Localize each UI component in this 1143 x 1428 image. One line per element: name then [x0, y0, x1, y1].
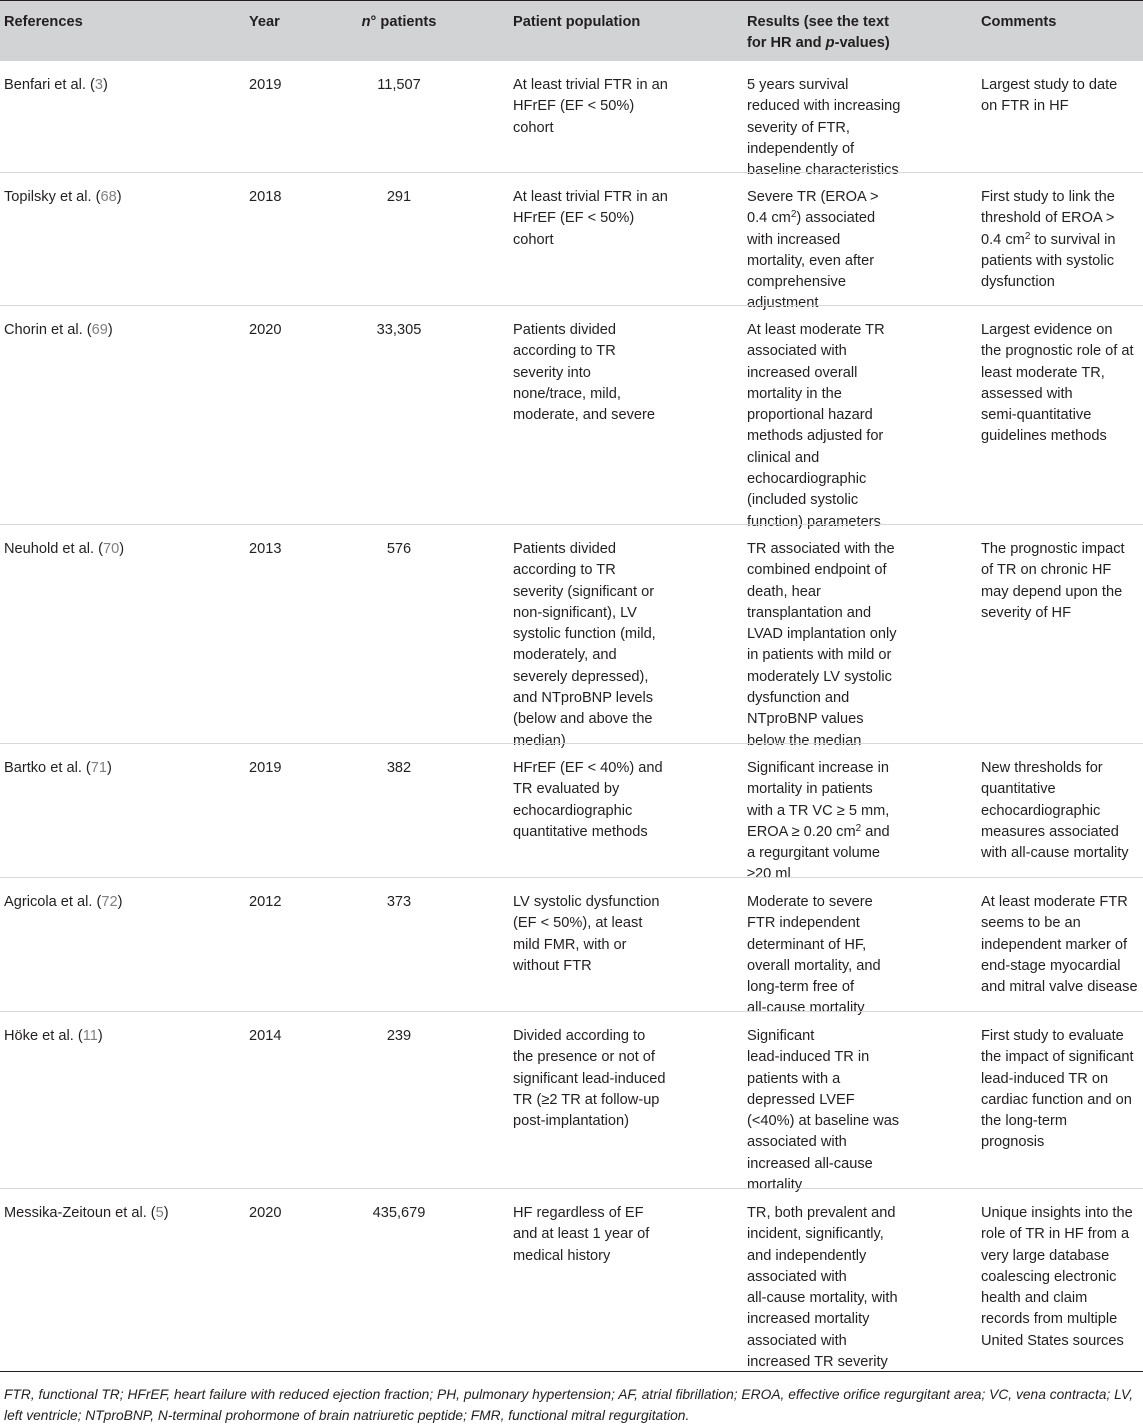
cell-line: post-implantation) — [513, 1113, 629, 1130]
cell-line: threshold of EROA > — [981, 210, 1115, 227]
cell-line: of TR on chronic HF — [981, 562, 1112, 579]
table-bottom-rule — [0, 1371, 1143, 1372]
cell-line: At least trivial FTR in an — [513, 189, 668, 205]
cell-comments — [981, 1012, 1143, 1154]
cell-results — [747, 525, 917, 752]
cell-results — [747, 61, 917, 181]
cell-line: clinical and — [747, 449, 820, 466]
reference-link[interactable]: 5 — [155, 1205, 164, 1221]
cell-population — [513, 306, 683, 426]
cell-comments — [981, 173, 1143, 293]
cell-line: in patients with mild or — [747, 647, 892, 664]
cell-line: First study to link the — [981, 189, 1115, 205]
footnote-line-1: FTR, functional TR; HFrEF, heart failure with reduced ejection fraction; PH, pulmonary hypertension; AF, atrial fibrillation; EROA, effective orifice regurgitant area; VC, vena contracta; LV, — [4, 1387, 1134, 1402]
cell-line: adjustment — [747, 295, 819, 312]
header-comments: Comments — [981, 14, 1057, 30]
cell-line: mortality, even after — [747, 252, 875, 269]
cell-line: FTR independent — [747, 915, 860, 932]
cell-line: New thresholds for — [981, 760, 1103, 776]
cell-reference: Messika-Zeitoun et al. (5) — [4, 1205, 169, 1221]
cell-line: increased TR severity — [747, 1354, 888, 1371]
cell-line: and independently — [747, 1247, 867, 1264]
cell-line: increased mortality — [747, 1311, 870, 1328]
cell-line: significant lead-induced — [513, 1070, 666, 1087]
cell-line: combined endpoint of — [747, 562, 887, 579]
cell-line: dysfunction — [981, 274, 1055, 291]
cell-patients: 33,305 — [376, 322, 422, 338]
cell-year: 2020 — [249, 322, 282, 338]
cell-line: transplantation and — [747, 604, 872, 621]
cell-line: severely depressed), — [513, 668, 649, 685]
cell-line: function) parameters — [747, 513, 881, 530]
cell-line: associated with — [747, 1332, 847, 1349]
cell-line: baseline characteristics — [747, 162, 899, 179]
cell-line: HFrEF (EF < 50%) — [513, 98, 635, 115]
cell-reference: Agricola et al. (72) — [4, 894, 123, 910]
cell-year: 2019 — [249, 760, 282, 776]
reference-link[interactable]: 71 — [90, 760, 108, 776]
cell-line: on FTR in HF — [981, 98, 1069, 115]
header-patients-rest: ° patients — [370, 14, 437, 30]
cell-line: without FTR — [513, 957, 592, 974]
cell-comments — [981, 744, 1143, 864]
cell-line: moderately, and — [513, 647, 617, 664]
cell-line: mortality — [747, 1177, 803, 1194]
cell-population — [513, 61, 683, 139]
cell-line: records from multiple — [981, 1311, 1118, 1328]
table-header — [0, 0, 1143, 61]
cell-line: Significant increase in — [747, 760, 889, 776]
cell-line: depressed LVEF — [747, 1091, 855, 1108]
cell-patients: 373 — [386, 894, 412, 910]
cell-line: methods adjusted for — [747, 428, 884, 445]
table-row — [0, 743, 1143, 883]
reference-link[interactable]: 70 — [102, 541, 120, 557]
header-year: Year — [249, 14, 280, 30]
table-body — [0, 61, 1143, 1379]
cell-comments — [981, 525, 1143, 624]
cell-population — [513, 173, 683, 251]
cell-line: seems to be an — [981, 915, 1081, 932]
cell-line: Severe TR (EROA > — [747, 189, 879, 205]
cell-population — [513, 1189, 683, 1267]
cell-line: lead-induced TR in — [747, 1049, 870, 1066]
table-row — [0, 172, 1143, 312]
cell-line: with a TR VC ≥ 5 mm, — [747, 802, 890, 819]
cell-comments — [981, 61, 1143, 118]
header-results-line1: Results (see the text — [747, 14, 889, 30]
cell-line: patients with a — [747, 1070, 841, 1087]
cell-line: according to TR — [513, 343, 616, 360]
cell-line: assessed with — [981, 385, 1073, 402]
cell-year: 2012 — [249, 894, 282, 910]
cell-patients: 239 — [386, 1028, 412, 1044]
cell-line: increased overall — [747, 364, 858, 381]
table-footnote — [4, 1384, 1143, 1426]
cell-line: reduced with increasing — [747, 98, 901, 115]
cell-line: quantitative methods — [513, 823, 648, 840]
header-patients — [346, 1, 452, 33]
cell-line: Largest evidence on — [981, 322, 1113, 338]
cell-line: non-significant), LV — [513, 604, 637, 621]
cell-line: echocardiographic — [513, 802, 633, 819]
cell-line: very large database — [981, 1247, 1110, 1264]
cell-line: mortality in patients — [747, 781, 873, 798]
table-row — [0, 61, 1143, 179]
cell-line: EROA ≥ 0.20 $cm^2$ and — [747, 822, 890, 840]
cell-line: with all-cause mortality — [981, 845, 1129, 862]
cell-line: 5 years survival — [747, 77, 849, 93]
cell-line: NTproBNP values — [747, 711, 864, 728]
cell-line: all-cause mortality — [747, 1000, 865, 1017]
cell-line: measures associated — [981, 823, 1119, 840]
header-references: References — [4, 14, 83, 30]
cell-line: moderately LV systolic — [747, 668, 892, 685]
cell-line: overall mortality, and — [747, 957, 881, 974]
cell-line: At least moderate FTR — [981, 894, 1128, 910]
cell-line: guidelines methods — [981, 428, 1107, 445]
cell-reference: Höke et al. (11) — [4, 1028, 103, 1044]
table-row — [0, 877, 1143, 1017]
cell-line: 0.4 $cm^2$) associated — [747, 209, 876, 227]
footnote-line-2: left ventricle; NTproBNP, N-terminal prohormone of brain natriuretic peptide; FMR, functional mitral regurgitation. — [4, 1408, 690, 1423]
cell-line: the impact of significant — [981, 1049, 1134, 1066]
cell-line: TR, both prevalent and — [747, 1205, 896, 1221]
cell-line: and NTproBNP levels — [513, 690, 654, 707]
cell-results — [747, 306, 917, 533]
cell-line: may depend upon the — [981, 583, 1123, 600]
cell-line: below the median — [747, 732, 862, 749]
cell-line: according to TR — [513, 562, 616, 579]
cell-comments — [981, 1189, 1143, 1352]
cell-line: lead-induced TR on — [981, 1070, 1109, 1087]
cell-line: long-term free of — [747, 979, 855, 996]
cell-line: median) — [513, 732, 566, 749]
cell-population — [513, 1012, 683, 1132]
reference-link[interactable]: 3 — [94, 77, 103, 93]
cell-patients: 435,679 — [372, 1205, 426, 1221]
cell-line: dysfunction and — [747, 690, 850, 707]
cell-reference: Benfari et al. (3) — [4, 77, 108, 93]
cell-line: coalescing electronic — [981, 1268, 1117, 1285]
cell-line: semi-quantitative — [981, 407, 1092, 424]
cell-line: severity of FTR, — [747, 119, 850, 136]
cell-line: a regurgitant volume — [747, 845, 881, 862]
reference-link[interactable]: 72 — [101, 894, 118, 910]
cell-population — [513, 878, 683, 977]
cell-line: comprehensive — [747, 274, 846, 291]
cell-line: none/trace, mild, — [513, 385, 621, 402]
cell-line: and at least 1 year of — [513, 1226, 650, 1243]
cell-line: mortality in the — [747, 385, 842, 402]
cell-line: LV systolic dysfunction — [513, 894, 660, 910]
cell-line: HFrEF (EF < 50%) — [513, 210, 635, 227]
cell-line: health and claim — [981, 1290, 1088, 1307]
cell-line: Unique insights into the — [981, 1205, 1133, 1221]
cell-line: all-cause mortality, with — [747, 1290, 898, 1307]
cell-line: United States sources — [981, 1332, 1124, 1349]
cell-line: First study to evaluate — [981, 1028, 1124, 1044]
cell-year: 2018 — [249, 189, 282, 205]
cell-line: Moderate to severe — [747, 894, 873, 910]
cell-line: (<40%) at baseline was — [747, 1113, 900, 1130]
cell-line: moderate, and severe — [513, 407, 655, 424]
cell-line: cohort — [513, 119, 554, 136]
cell-line: medical history — [513, 1247, 611, 1264]
cell-line: and mitral valve disease — [981, 979, 1138, 996]
header-patients-n: n — [361, 14, 371, 30]
cell-results — [747, 1012, 917, 1196]
cell-patients: 11,507 — [377, 77, 421, 93]
cell-line: patients with systolic — [981, 252, 1115, 269]
cell-comments — [981, 306, 1143, 448]
cell-line: increased all-cause — [747, 1155, 873, 1172]
cell-line: TR evaluated by — [513, 781, 620, 798]
cell-line: TR associated with the — [747, 541, 895, 557]
cell-year: 2020 — [249, 1205, 282, 1221]
cell-patients: 576 — [386, 541, 412, 557]
table-row — [0, 524, 1143, 749]
table-row — [0, 1011, 1143, 1194]
cell-population — [513, 525, 683, 752]
cell-line: associated with — [747, 1268, 847, 1285]
cell-line: systolic function (mild, — [513, 626, 656, 643]
cell-results — [747, 744, 917, 886]
cell-line: At least trivial FTR in an — [513, 77, 668, 93]
cell-line: severity of HF — [981, 604, 1072, 621]
cell-line: prognosis — [981, 1134, 1045, 1151]
cell-line: the presence or not of — [513, 1049, 655, 1066]
cell-line: severity into — [513, 364, 591, 381]
reference-link[interactable]: 68 — [100, 189, 117, 205]
cell-line: associated with — [747, 343, 847, 360]
cell-line: (below and above the — [513, 711, 653, 728]
cell-line: with increased — [747, 231, 841, 248]
cell-line: cardiac function and on — [981, 1091, 1132, 1108]
cell-line: Divided according to — [513, 1028, 646, 1044]
cell-line: TR (≥2 TR at follow-up — [513, 1091, 660, 1108]
cell-line: Patients divided — [513, 322, 617, 338]
cell-line: HF regardless of EF — [513, 1205, 644, 1221]
cell-line: independent marker of — [981, 936, 1128, 953]
cell-line: Largest study to date — [981, 77, 1118, 93]
cell-line: the long-term — [981, 1113, 1067, 1130]
cell-population — [513, 744, 683, 843]
cell-patients: 291 — [386, 189, 412, 205]
cell-line: determinant of HF, — [747, 936, 867, 953]
cell-line: (EF < 50%), at least — [513, 915, 643, 932]
cell-results — [747, 878, 917, 1020]
cell-line: associated with — [747, 1134, 847, 1151]
cell-line: least moderate TR, — [981, 364, 1105, 381]
cell-line: role of TR in HF from a — [981, 1226, 1130, 1243]
cell-line: independently of — [747, 140, 855, 157]
header-results — [747, 1, 917, 55]
cell-line: proportional hazard — [747, 407, 873, 424]
cell-line: (included systolic — [747, 492, 859, 509]
cell-line: 0.4 $cm^2$ to survival in — [981, 230, 1116, 248]
cell-reference: Chorin et al. (69) — [4, 322, 113, 338]
cell-line: cohort — [513, 231, 554, 248]
cell-line: At least moderate TR — [747, 322, 885, 338]
cell-line: Patients divided — [513, 541, 617, 557]
reference-link[interactable]: 11 — [82, 1028, 98, 1044]
cell-line: end-stage myocardial — [981, 957, 1121, 974]
cell-patients: 382 — [386, 760, 412, 776]
cell-results — [747, 1189, 917, 1373]
cell-comments — [981, 878, 1143, 998]
cell-line: death, hear — [747, 583, 821, 600]
header-results-line2: for HR and p-values) — [747, 35, 890, 52]
cell-reference: Topilsky et al. (68) — [4, 189, 122, 205]
cell-line: echocardiographic — [981, 802, 1101, 819]
cell-year: 2013 — [249, 541, 282, 557]
table-row — [0, 305, 1143, 530]
cell-line: HFrEF (EF < 40%) and — [513, 760, 663, 776]
cell-line: severity (significant or — [513, 583, 655, 600]
reference-link[interactable]: 69 — [91, 322, 108, 338]
table-row — [0, 1188, 1143, 1379]
cell-line: mild FMR, with or — [513, 936, 627, 953]
cell-results — [747, 173, 917, 315]
header-population: Patient population — [513, 14, 641, 30]
cell-line: echocardiographic — [747, 471, 867, 488]
cell-line: The prognostic impact — [981, 541, 1125, 557]
cell-line: incident, significantly, — [747, 1226, 884, 1243]
cell-line: the prognostic role of at — [981, 343, 1134, 360]
cell-reference: Neuhold et al. (70) — [4, 541, 125, 557]
cell-line: ≥20 ml — [747, 866, 791, 883]
cell-line: LVAD implantation only — [747, 626, 897, 643]
cell-year: 2019 — [249, 77, 282, 93]
cell-line: Significant — [747, 1028, 815, 1044]
cell-line: quantitative — [981, 781, 1056, 798]
cell-year: 2014 — [249, 1028, 282, 1044]
cell-reference: Bartko et al. (71) — [4, 760, 112, 776]
